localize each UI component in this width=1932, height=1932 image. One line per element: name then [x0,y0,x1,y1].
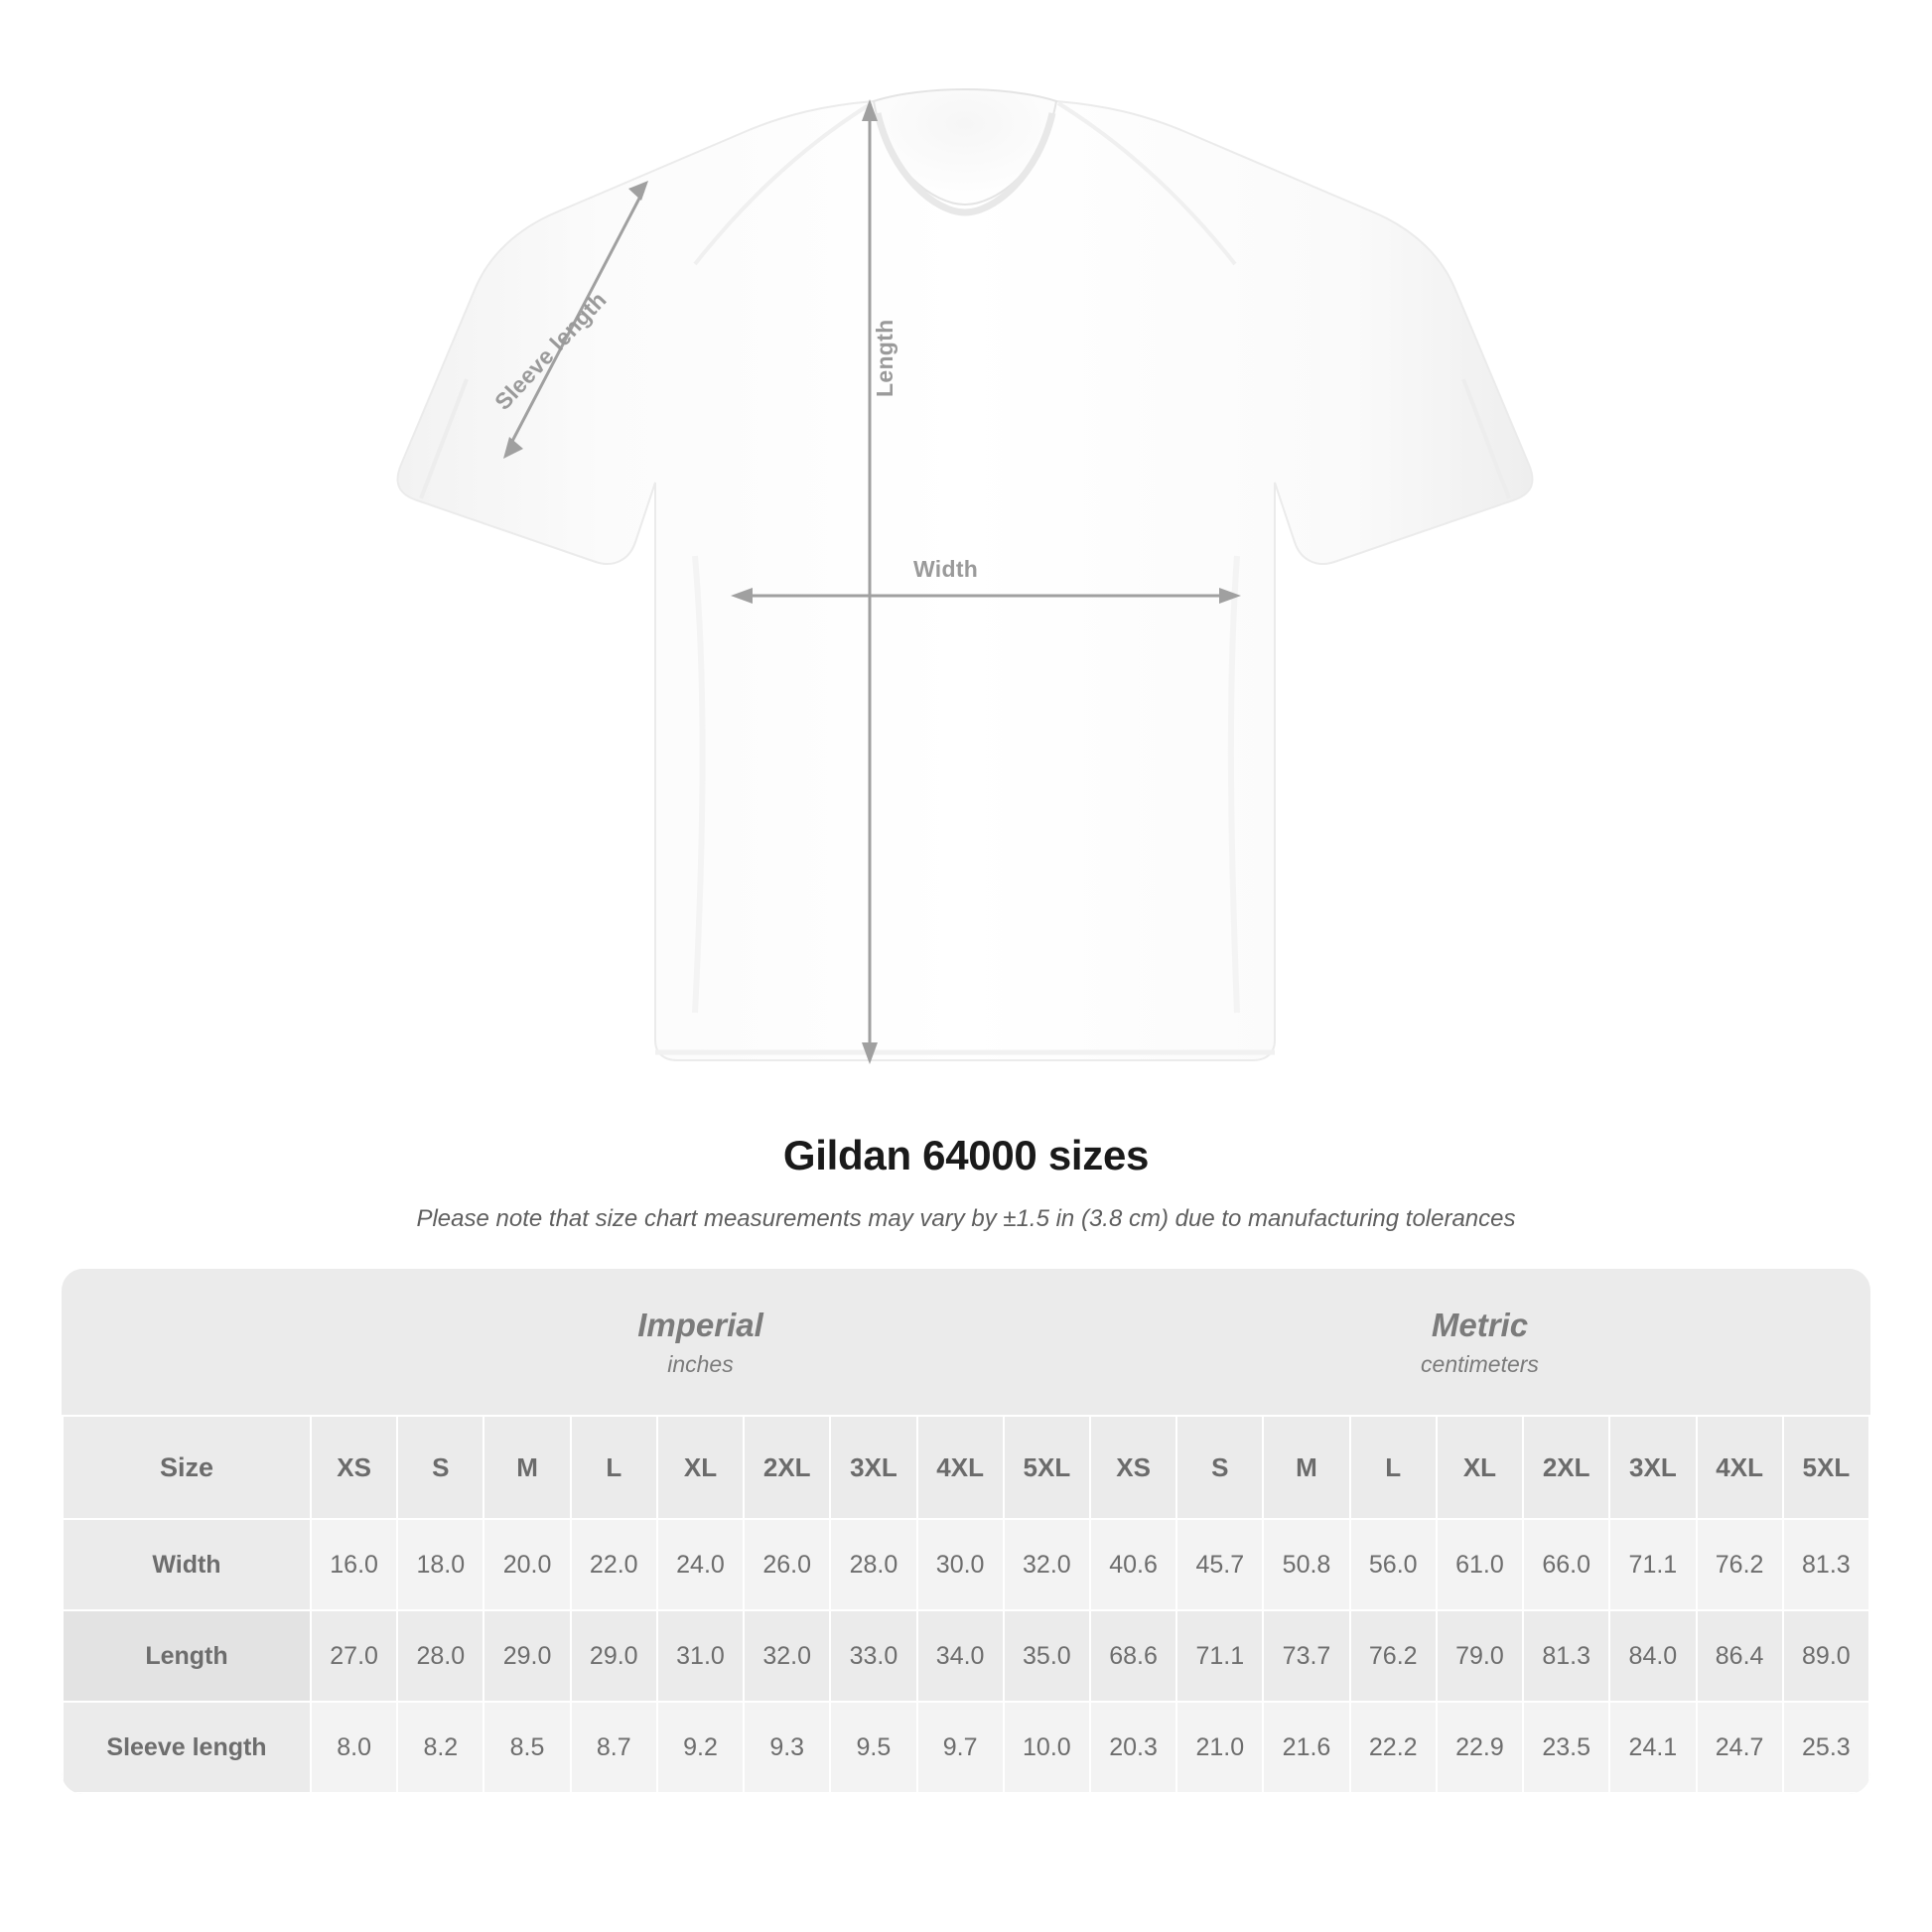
system-imperial-name: Imperial [637,1307,763,1344]
length-measure-label: Length [872,319,897,397]
cell-value: 21.6 [1263,1702,1349,1793]
width-measure-label: Width [913,556,979,582]
cell-value: 28.0 [397,1610,483,1702]
system-imperial-unit: inches [667,1350,734,1377]
cell-value: 89.0 [1783,1610,1869,1702]
cell-value: 35.0 [1004,1610,1090,1702]
cell-value: 66.0 [1523,1519,1609,1610]
cell-value: 22.2 [1350,1702,1437,1793]
cell-value: 9.3 [744,1702,830,1793]
cell-value: 20.0 [483,1519,570,1610]
cell-value: 84.0 [1609,1610,1696,1702]
size-header-cell: 5XL [1783,1416,1869,1519]
cell-value: 21.0 [1176,1702,1263,1793]
cell-value: 61.0 [1437,1519,1523,1610]
cell-value: 24.1 [1609,1702,1696,1793]
size-header-cell: 3XL [1609,1416,1696,1519]
row-label-length: Length [63,1610,311,1702]
cell-value: 23.5 [1523,1702,1609,1793]
cell-value: 50.8 [1263,1519,1349,1610]
size-header-row [63,1416,1869,1519]
size-label-cell: Size [63,1416,311,1519]
cell-value: 8.7 [571,1702,657,1793]
size-header-cell: 3XL [830,1416,916,1519]
cell-value: 40.6 [1090,1519,1176,1610]
cell-value: 79.0 [1437,1610,1523,1702]
table-row [63,1702,1869,1793]
cell-value: 30.0 [917,1519,1004,1610]
size-header-cell: XS [311,1416,397,1519]
system-header-row [63,1269,1869,1416]
size-chart-table-wrap [62,1269,1870,1794]
cell-value: 9.5 [830,1702,916,1793]
size-header-cell: XS [1090,1416,1176,1519]
cell-value: 76.2 [1697,1519,1783,1610]
cell-value: 86.4 [1697,1610,1783,1702]
heading-block [0,1132,1932,1233]
cell-value: 20.3 [1090,1702,1176,1793]
cell-value: 28.0 [830,1519,916,1610]
size-header-cell: S [1176,1416,1263,1519]
size-header-cell: XL [1437,1416,1523,1519]
sleeve-length-measure-label: Sleeve length [489,286,612,415]
cell-value: 29.0 [571,1610,657,1702]
system-corner-cell [63,1269,311,1416]
cell-value: 76.2 [1350,1610,1437,1702]
cell-value: 8.0 [311,1702,397,1793]
cell-value: 24.7 [1697,1702,1783,1793]
cell-value: 32.0 [1004,1519,1090,1610]
cell-value: 16.0 [311,1519,397,1610]
size-chart-table [62,1269,1870,1794]
cell-value: 71.1 [1609,1519,1696,1610]
table-row [63,1519,1869,1610]
cell-value: 9.7 [917,1702,1004,1793]
cell-value: 27.0 [311,1610,397,1702]
size-header-cell: L [571,1416,657,1519]
cell-value: 33.0 [830,1610,916,1702]
cell-value: 25.3 [1783,1702,1869,1793]
cell-value: 29.0 [483,1610,570,1702]
cell-value: 32.0 [744,1610,830,1702]
cell-value: 81.3 [1523,1610,1609,1702]
system-metric-unit: centimeters [1421,1350,1539,1377]
size-header-cell: 4XL [1697,1416,1783,1519]
cell-value: 22.0 [571,1519,657,1610]
size-header-cell: M [1263,1416,1349,1519]
cell-value: 22.9 [1437,1702,1523,1793]
row-label-sleeve-length: Sleeve length [63,1702,311,1793]
cell-value: 8.2 [397,1702,483,1793]
cell-value: 34.0 [917,1610,1004,1702]
cell-value: 8.5 [483,1702,570,1793]
size-header-cell: 5XL [1004,1416,1090,1519]
table-row [63,1610,1869,1702]
size-header-cell: 2XL [744,1416,830,1519]
page-title: Gildan 64000 sizes [782,1132,1150,1178]
cell-value: 26.0 [744,1519,830,1610]
size-header-cell: XL [657,1416,744,1519]
cell-value: 10.0 [1004,1702,1090,1793]
size-header-cell: 4XL [917,1416,1004,1519]
system-imperial [311,1269,1090,1416]
size-header-cell: L [1350,1416,1437,1519]
system-metric-name: Metric [1431,1307,1529,1344]
cell-value: 73.7 [1263,1610,1349,1702]
cell-value: 18.0 [397,1519,483,1610]
tolerance-note: Please note that size chart measurements may vary by ±1.5 in (3.8 cm) due to manufacturing tolerances [416,1205,1516,1232]
cell-value: 45.7 [1176,1519,1263,1610]
system-metric [1090,1269,1869,1416]
size-header-cell: S [397,1416,483,1519]
cell-value: 68.6 [1090,1610,1176,1702]
size-header-cell: M [483,1416,570,1519]
row-label-width: Width [63,1519,311,1610]
cell-value: 71.1 [1176,1610,1263,1702]
size-header-cell: 2XL [1523,1416,1609,1519]
cell-value: 81.3 [1783,1519,1869,1610]
cell-value: 9.2 [657,1702,744,1793]
cell-value: 31.0 [657,1610,744,1702]
cell-value: 24.0 [657,1519,744,1610]
cell-value: 56.0 [1350,1519,1437,1610]
